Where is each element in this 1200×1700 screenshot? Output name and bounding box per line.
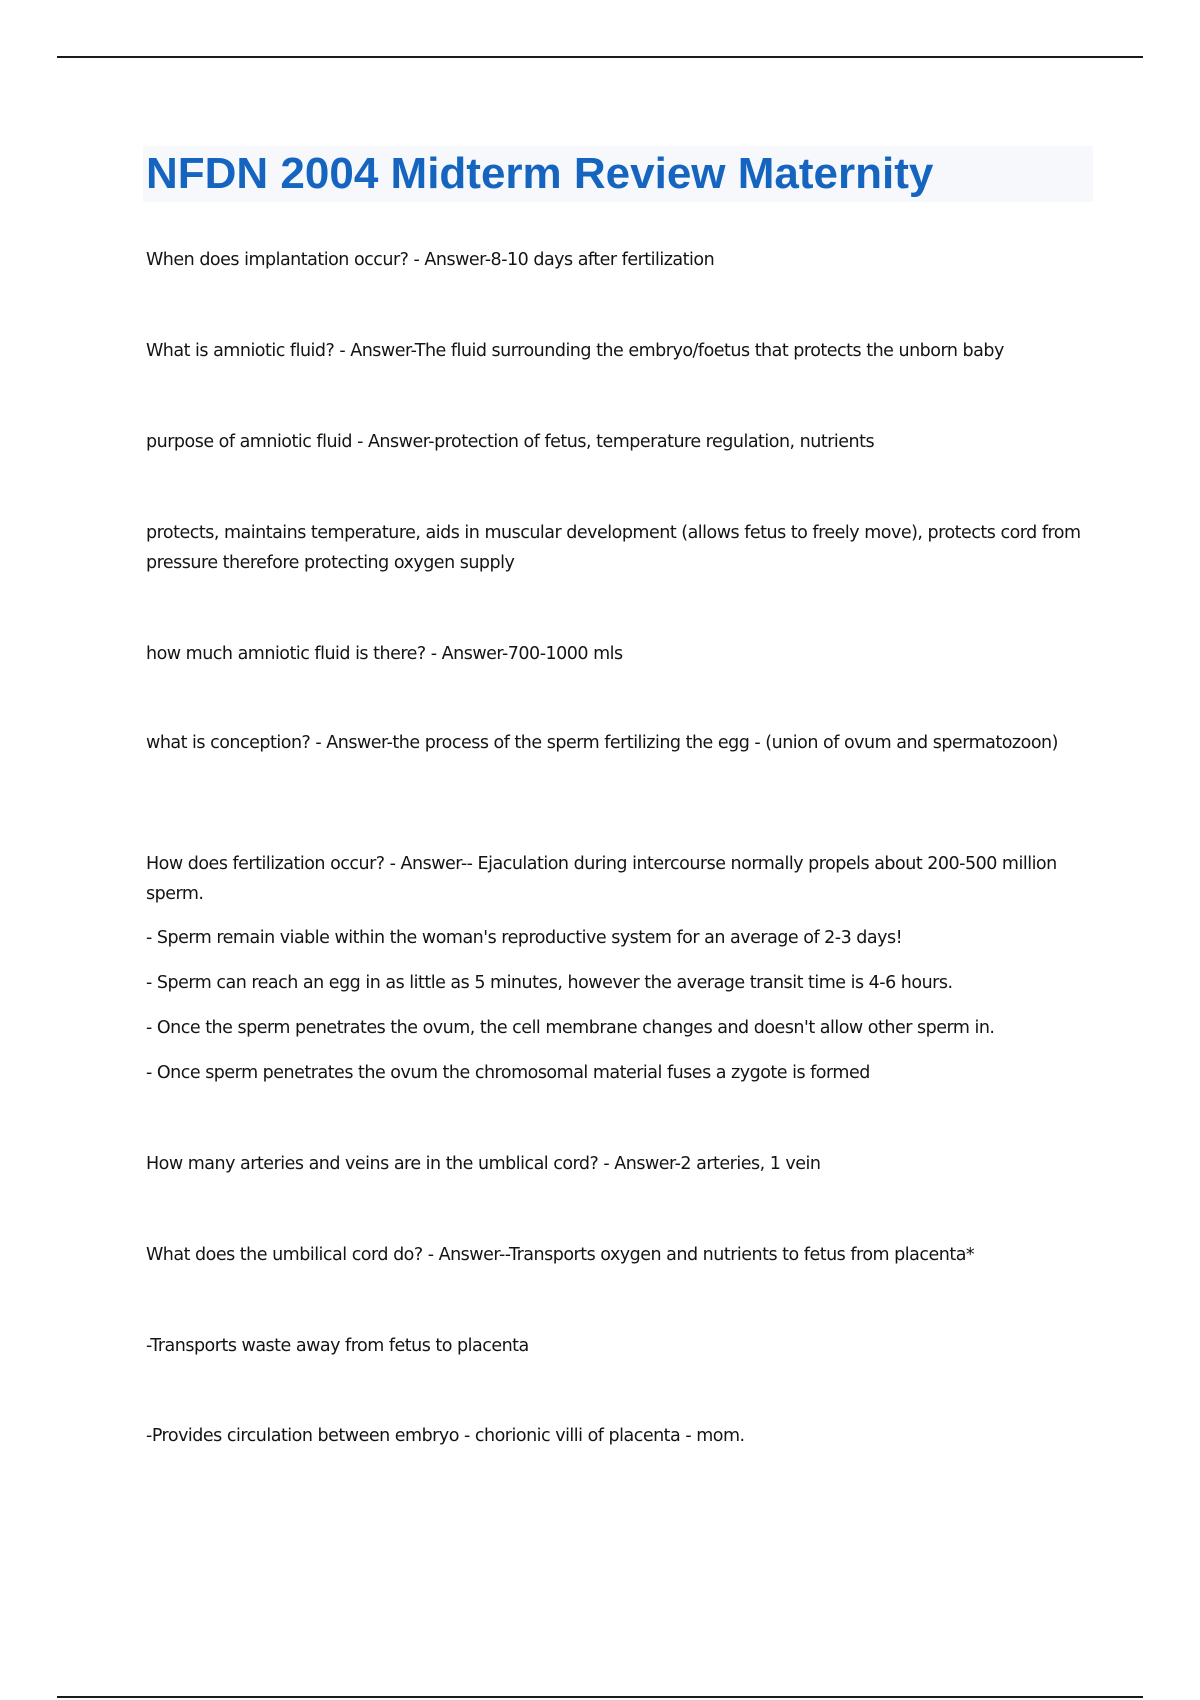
top-rule (57, 56, 1143, 58)
qa-fertilization: How does fertilization occur? - Answer-- Ejaculation during intercourse normally propels about 200-500 million sperm. (146, 854, 1057, 904)
qa-amniotic-fluid: What is amniotic fluid? - Answer-The fluid surrounding the embryo/foetus that protects the unborn baby (146, 341, 1004, 361)
qa-amniotic-purpose: purpose of amniotic fluid - Answer-protection of fetus, temperature regulation, nutrients (146, 432, 875, 452)
qa-amniotic-volume: how much amniotic fluid is there? - Answer-700-1000 mls (146, 644, 623, 664)
qa-conception: what is conception? - Answer-the process of the sperm fertilizing the egg - (union of ovum and spermatozoon) (146, 733, 1058, 753)
qa-umbilical-function: What does the umbilical cord do? - Answer--Transports oxygen and nutrients to fetus from placenta* (146, 1245, 975, 1265)
document-title: NFDN 2004 Midterm Review Maternity (146, 149, 934, 198)
fertilization-note-1: - Sperm remain viable within the woman's reproductive system for an average of 2-3 days! (146, 928, 903, 948)
amniotic-functions-text: protects, maintains temperature, aids in muscular development (allows fetus to freely move), protects cord from pressure therefore protecting oxygen supply (146, 523, 1081, 573)
fertilization-note-3: - Once the sperm penetrates the ovum, the cell membrane changes and doesn't allow other sperm in. (146, 1018, 995, 1038)
umbilical-function-waste: -Transports waste away from fetus to placenta (146, 1336, 529, 1356)
umbilical-function-circulation: -Provides circulation between embryo - chorionic villi of placenta - mom. (146, 1426, 745, 1446)
fertilization-note-2: - Sperm can reach an egg in as little as 5 minutes, however the average transit time is 4-6 hours. (146, 973, 953, 993)
bottom-rule (57, 1696, 1143, 1698)
qa-implantation: When does implantation occur? - Answer-8-10 days after fertilization (146, 250, 715, 270)
qa-umbilical-vessels: How many arteries and veins are in the umblical cord? - Answer-2 arteries, 1 vein (146, 1154, 821, 1174)
fertilization-note-4: - Once sperm penetrates the ovum the chromosomal material fuses a zygote is formed (146, 1063, 870, 1083)
